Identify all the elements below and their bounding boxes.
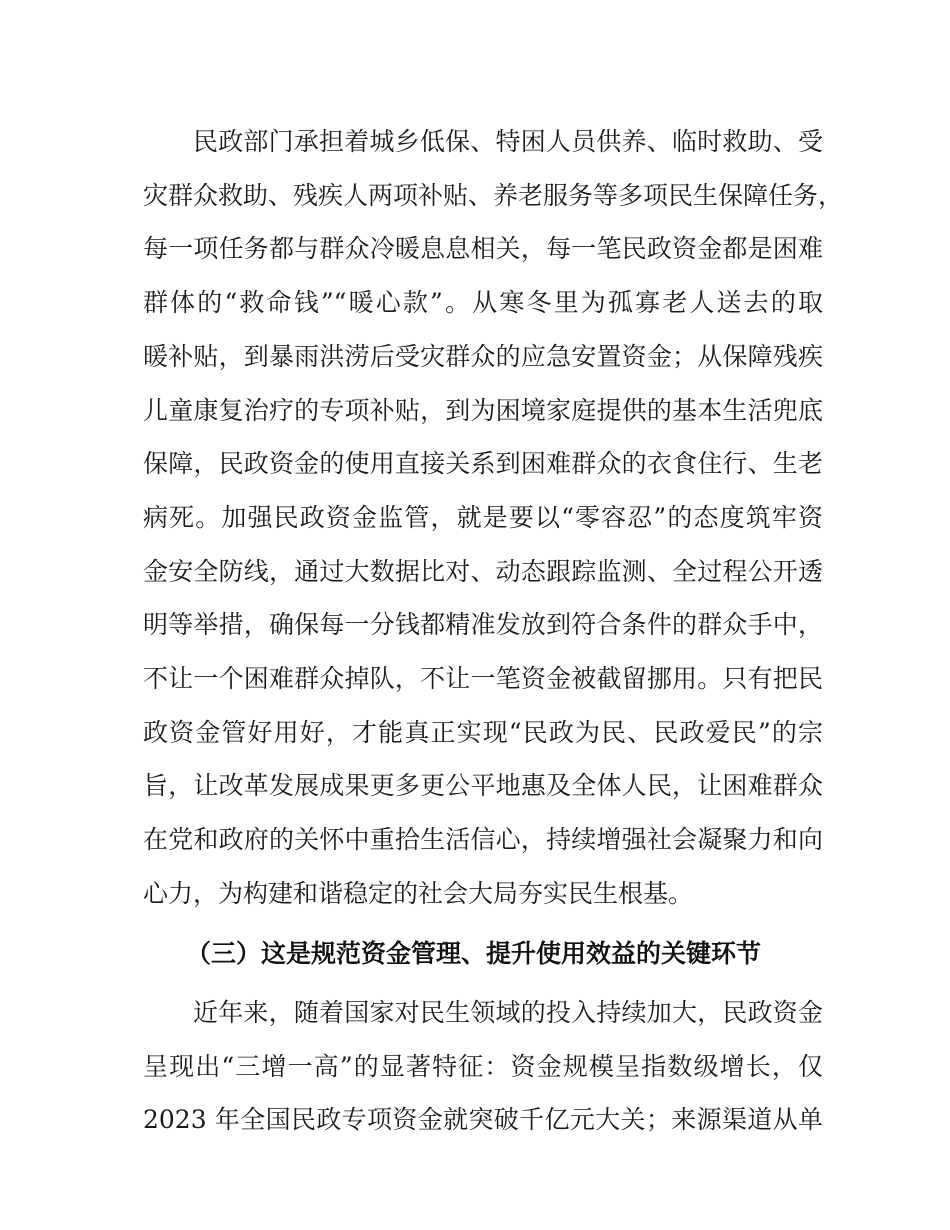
paragraph-1-line-15: 心力，为构建和谐稳定的社会大局夯实民生根基。 [143, 879, 694, 908]
paragraph-2-line-3: 2023 年全国民政专项资金就突破千亿元大关；来源渠道从单 [143, 1105, 823, 1134]
section-heading: （三）这是规范资金管理、提升使用效益的关键环节 [186, 939, 762, 968]
paragraph-1-line-1: 民政部门承担着城乡低保、特困人员供养、临时救助、受 [193, 127, 823, 156]
paragraph-1-line-13: 旨，让改革发展成果更多更公平地惠及全体人民，让困难群众 [143, 771, 823, 800]
paragraph-1-line-7: 保障，民政资金的使用直接关系到困难群众的衣食住行、生老 [143, 449, 823, 478]
paragraph-1-line-10: 明等举措，确保每一分钱都精准发放到符合条件的群众手中， [143, 610, 823, 639]
paragraph-1-line-8: 病死。加强民政资金监管，就是要以“零容忍”的态度筑牢资 [143, 503, 823, 532]
paragraph-1-line-4: 群体的“救命钱”“暖心款”。从寒冬里为孤寡老人送去的取 [143, 288, 823, 317]
paragraph-2-line-2: 呈现出“三增一高”的显著特征：资金规模呈指数级增长，仅 [143, 1052, 823, 1081]
paragraph-1-line-12: 政资金管好用好，才能真正实现“民政为民、民政爱民”的宗 [143, 718, 823, 747]
paragraph-2-line-1: 近年来，随着国家对民生领域的投入持续加大，民政资金 [193, 998, 823, 1027]
paragraph-1-line-6: 儿童康复治疗的专项补贴，到为困境家庭提供的基本生活兜底 [143, 396, 823, 425]
paragraph-1-line-3: 每一项任务都与群众冷暖息息相关，每一笔民政资金都是困难 [143, 234, 823, 263]
paragraph-1-line-9: 金安全防线，通过大数据比对、动态跟踪监测、全过程公开透 [143, 557, 823, 586]
paragraph-1-line-5: 暖补贴，到暴雨洪涝后受灾群众的应急安置资金；从保障残疾 [143, 342, 823, 371]
paragraph-1-line-14: 在党和政府的关怀中重拾生活信心，持续增强社会凝聚力和向 [143, 825, 823, 854]
paragraph-1-line-2: 灾群众救助、残疾人两项补贴、养老服务等多项民生保障任务， [143, 181, 844, 210]
paragraph-1-line-11: 不让一个困难群众掉队，不让一笔资金被截留挪用。只有把民 [143, 664, 823, 693]
